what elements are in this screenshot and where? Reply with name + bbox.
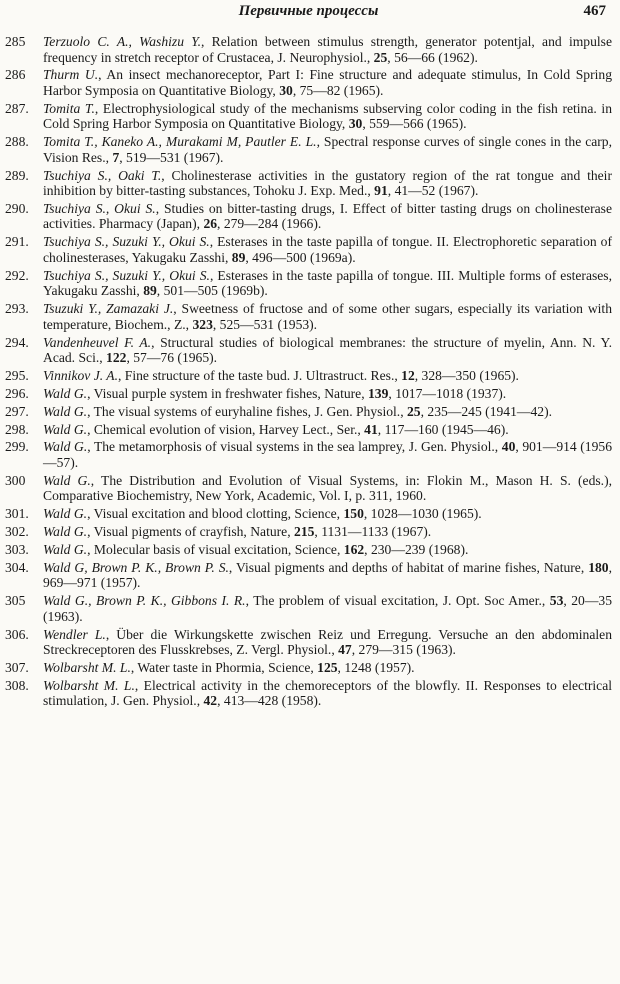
reference-item	[5, 101, 612, 132]
reference-authors: Wald G, Brown P. K., Brown P. S.	[43, 559, 229, 575]
reference-item	[5, 627, 612, 658]
reference-authors: Vinnikov J. A.	[43, 367, 118, 383]
reference-item	[5, 201, 612, 232]
reference-pages: , 20—35 (1963).	[43, 593, 613, 624]
reference-number: 294.	[5, 334, 29, 350]
reference-volume: 89	[143, 283, 157, 299]
reference-title: , Molecular basis of visual excitation, Science,	[87, 542, 344, 558]
reference-pages: , 1248 (1957).	[337, 660, 415, 676]
reference-volume: 125	[317, 660, 338, 676]
reference-text	[43, 234, 612, 265]
reference-number: 306.	[5, 626, 29, 642]
page-number: 467	[583, 3, 606, 19]
reference-title: , The metamorphosis of visual systems in the sea lamprey, J. Gen. Physiol.,	[87, 439, 502, 455]
reference-volume: 150	[343, 506, 364, 522]
reference-number: 302.	[5, 524, 29, 540]
reference-title: , Über die Wirkungskette zwischen Reiz und Erregung. Versuche an den abdominalen Streckreceptoren des Flusskrebses, Z. Vergl. Physiol.,	[43, 626, 612, 658]
reference-volume: 25	[407, 403, 421, 419]
reference-volume: 30	[348, 116, 363, 132]
reference-authors: Tsuchiya S., Suzuki Y., Okui S.	[43, 267, 210, 283]
reference-volume: 215	[294, 524, 315, 540]
reference-title: , Electrophysiological study of the mechanisms subserving color coding in the fish retina. in Cold Spring Harbor Symposia on Quantitative Biology,	[43, 100, 613, 132]
reference-text	[43, 67, 612, 98]
reference-volume: 323	[192, 316, 213, 332]
reference-number: 298.	[5, 421, 29, 437]
reference-text	[43, 593, 612, 624]
reference-item	[5, 660, 612, 676]
reference-pages: , 117—160 (1945—46).	[377, 421, 509, 437]
reference-text	[43, 368, 612, 384]
reference-item	[5, 301, 612, 332]
reference-number: 285	[5, 34, 26, 49]
reference-item	[5, 560, 612, 591]
reference-item	[5, 422, 612, 438]
reference-volume: 53	[549, 593, 564, 609]
reference-item	[5, 593, 612, 624]
reference-authors: Tsuzuki Y., Zamazaki J.	[43, 301, 174, 317]
reference-title: , Visual excitation and blood clotting, Science,	[87, 506, 344, 522]
reference-item	[5, 404, 612, 420]
reference-pages: , 56—66 (1962).	[387, 49, 478, 65]
reference-number: 291.	[5, 234, 29, 250]
reference-authors: Thurm U.	[43, 67, 99, 83]
reference-title: , Sweetness of fructose and of some other sugars, especially its variation with temperature, Biochem., Z.,	[43, 301, 612, 332]
reference-number: 286	[5, 67, 26, 83]
reference-item	[5, 335, 612, 366]
reference-pages: , 901—914 (1956—57).	[43, 439, 612, 470]
reference-number: 307.	[5, 660, 29, 676]
reference-title: , Studies on bitter-tasting drugs, I. Effect of bitter tasting drugs on cholinesterase activities. Pharmacy (Japan),	[43, 200, 612, 232]
reference-pages: , 519—531 (1967).	[119, 149, 224, 165]
reference-number: 308.	[5, 677, 29, 693]
reference-text	[43, 201, 612, 232]
reference-text	[43, 168, 612, 199]
reference-authors: Wald G.	[43, 472, 91, 488]
page-header	[5, 0, 612, 34]
reference-volume: 162	[343, 542, 365, 558]
reference-authors: Wendler L.	[43, 626, 106, 642]
reference-title: , Cholinesterase activities in the gustatory region of the rat tongue and their inhibition by bitter-tasting substances, Tohoku J. Exp. Med.,	[43, 167, 612, 199]
reference-pages: , 1131—1133 (1967).	[314, 524, 432, 540]
reference-volume: 40	[501, 439, 516, 455]
reference-authors: Wald G.	[43, 403, 88, 419]
reference-pages: , 496—500 (1969a).	[245, 249, 356, 265]
reference-pages: , 57—76 (1965).	[126, 350, 218, 366]
reference-pages: , 501—505 (1969b).	[156, 283, 268, 299]
reference-volume: 7	[112, 149, 120, 165]
reference-number: 292.	[5, 267, 29, 283]
reference-text	[43, 386, 612, 402]
reference-authors: Tomita T.	[43, 100, 95, 116]
reference-number: 296.	[5, 385, 29, 401]
reference-number: 300	[5, 472, 26, 488]
reference-title: , Electrical activity in the chemoreceptors of the blowfly. II. Responses to electrical stimulation, J. Gen. Physiol.,	[43, 677, 613, 709]
reference-title: , Water taste in Phormia, Science,	[130, 660, 318, 676]
reference-authors: Tsuchiya S., Okui S.	[43, 200, 156, 216]
reference-volume: 139	[368, 385, 389, 401]
reference-authors: Wolbarsht M. L.	[43, 677, 135, 693]
reference-pages: , 1028—1030 (1965).	[363, 506, 482, 522]
reference-item	[5, 506, 612, 522]
reference-text	[43, 506, 612, 522]
reference-title: , Visual purple system in freshwater fishes, Nature,	[87, 385, 368, 401]
reference-title: , Esterases in the taste papilla of tongue. III. Multiple forms of esterases, Yakugaku Zasshi,	[43, 267, 612, 299]
reference-item	[5, 678, 612, 709]
reference-volume: 91	[374, 183, 388, 199]
reference-authors: Wald G., Brown P. K., Gibbons I. R.	[43, 593, 246, 609]
reference-item	[5, 386, 612, 402]
reference-list	[5, 34, 612, 709]
reference-item	[5, 168, 612, 199]
reference-volume: 47	[338, 642, 352, 658]
reference-title: , Visual pigments of crayfish, Nature,	[87, 524, 295, 540]
reference-text	[43, 473, 612, 504]
reference-text	[43, 422, 612, 438]
reference-item	[5, 439, 612, 470]
reference-item	[5, 134, 612, 165]
reference-volume: 122	[106, 350, 127, 366]
reference-text	[43, 524, 612, 540]
reference-volume: 42	[203, 693, 218, 709]
reference-authors: Wald G.	[43, 542, 88, 558]
reference-number: 297.	[5, 403, 29, 419]
reference-number: 289.	[5, 167, 29, 183]
reference-item	[5, 268, 612, 299]
reference-number: 299.	[5, 439, 29, 455]
reference-pages: , 279—284 (1966).	[217, 216, 322, 232]
reference-text	[43, 34, 612, 65]
reference-item	[5, 524, 612, 540]
reference-authors: Wald G.	[43, 385, 88, 401]
reference-volume: 180	[588, 559, 609, 575]
reference-title: , Structural studies of biological membranes: the structure of myelin, Ann. N. Y. Acad. Sci.,	[43, 334, 612, 366]
reference-item	[5, 67, 612, 98]
reference-item	[5, 368, 612, 384]
reference-authors: Wald G.	[43, 421, 88, 437]
reference-pages: , 413—428 (1958).	[217, 693, 322, 709]
reference-text	[43, 404, 612, 420]
reference-pages: , 230—239 (1968).	[364, 542, 469, 558]
reference-text	[43, 301, 612, 332]
reference-text	[43, 560, 612, 591]
reference-number: 295.	[5, 367, 29, 383]
reference-volume: 25	[373, 49, 388, 65]
reference-volume: 30	[279, 82, 293, 98]
reference-number: 303.	[5, 542, 29, 558]
reference-number: 288.	[5, 134, 29, 150]
reference-pages: , 279—315 (1963).	[351, 642, 456, 658]
reference-number: 290.	[5, 200, 29, 216]
reference-pages: , 525—531 (1953).	[212, 316, 318, 332]
reference-authors: Tsuchiya S., Suzuki Y., Okui S.	[43, 234, 210, 250]
reference-text	[43, 134, 612, 165]
reference-pages: , 41—52 (1967).	[387, 183, 479, 199]
reference-authors: Vandenheuvel F. A.	[43, 334, 152, 350]
reference-authors: Tomita T., Kaneko A., Murakami M, Pautler E. L.	[43, 134, 317, 150]
reference-volume: 41	[364, 421, 378, 437]
reference-title: , An insect mechanoreceptor, Part I: Fine structure and adequate stimulus, In Cold Spring Harbor Symposia on Quantitative Biology,	[43, 67, 612, 98]
reference-pages: , 559—566 (1965).	[362, 116, 467, 132]
reference-authors: Tsuchiya S., Oaki T.	[43, 167, 162, 183]
reference-number: 305	[5, 593, 26, 609]
reference-text	[43, 627, 612, 658]
reference-number: 301.	[5, 506, 29, 522]
reference-volume: 89	[231, 249, 246, 265]
reference-title: , Visual pigments and depths of habitat of marine fishes, Nature,	[228, 559, 589, 575]
reference-title: , The visual systems of euryhaline fishes, J. Gen. Physiol.,	[87, 403, 407, 419]
reference-title: , The problem of visual excitation, J. Opt. Soc Amer.,	[245, 593, 550, 609]
reference-title: , Fine structure of the taste bud. J. Ultrastruct. Res.,	[118, 367, 402, 383]
reference-item	[5, 34, 612, 65]
reference-authors: Wald G.	[43, 524, 88, 540]
reference-item	[5, 542, 612, 558]
reference-title: , Esterases in the taste papilla of tongue. II. Electrophoretic separation of cholinesterases, Yakugaku Zasshi,	[43, 234, 612, 265]
reference-text	[43, 101, 612, 132]
reference-title: , Spectral response curves of single cones in the carp, Vision Res.,	[43, 134, 612, 165]
reference-pages: , 328—350 (1965).	[414, 367, 519, 383]
reference-pages: , 1017—1018 (1937).	[388, 385, 507, 401]
reference-authors: Wald G.	[43, 439, 88, 455]
reference-text	[43, 335, 612, 366]
reference-number: 293.	[5, 301, 29, 317]
reference-text	[43, 542, 612, 558]
reference-volume: 12	[401, 367, 415, 383]
reference-authors: Wolbarsht M. L.	[43, 660, 131, 676]
reference-authors: Terzuolo C. A., Washizu Y.	[43, 34, 201, 49]
reference-volume: 26	[203, 216, 218, 232]
reference-item	[5, 234, 612, 265]
reference-pages: , 235—245 (1941—42).	[420, 403, 552, 419]
reference-text	[43, 268, 612, 299]
reference-text	[43, 678, 612, 709]
reference-authors: Wald G.	[43, 506, 88, 522]
reference-title: , Relation between stimulus strength, generator potentjal, and impulse frequency in stretch receptor of Crustacea, J. Neurophysiol.,	[43, 34, 612, 65]
reference-text	[43, 439, 612, 470]
reference-text	[43, 660, 612, 676]
reference-number: 304.	[5, 559, 29, 575]
reference-title: , Chemical evolution of vision, Harvey Lect., Ser.,	[87, 421, 365, 437]
running-title: Первичные процессы	[238, 3, 379, 19]
reference-pages: , 75—82 (1965).	[292, 82, 384, 98]
reference-pages: , 969—971 (1957).	[43, 559, 612, 591]
reference-number: 287.	[5, 100, 29, 116]
reference-item	[5, 473, 612, 504]
reference-title: , The Distribution and Evolution of Visual Systems, in: Flokin M., Mason H. S. (eds.), Comparative Biochemistry, New York, Academic, Vol. I, p. 311, 1960.	[43, 472, 612, 504]
